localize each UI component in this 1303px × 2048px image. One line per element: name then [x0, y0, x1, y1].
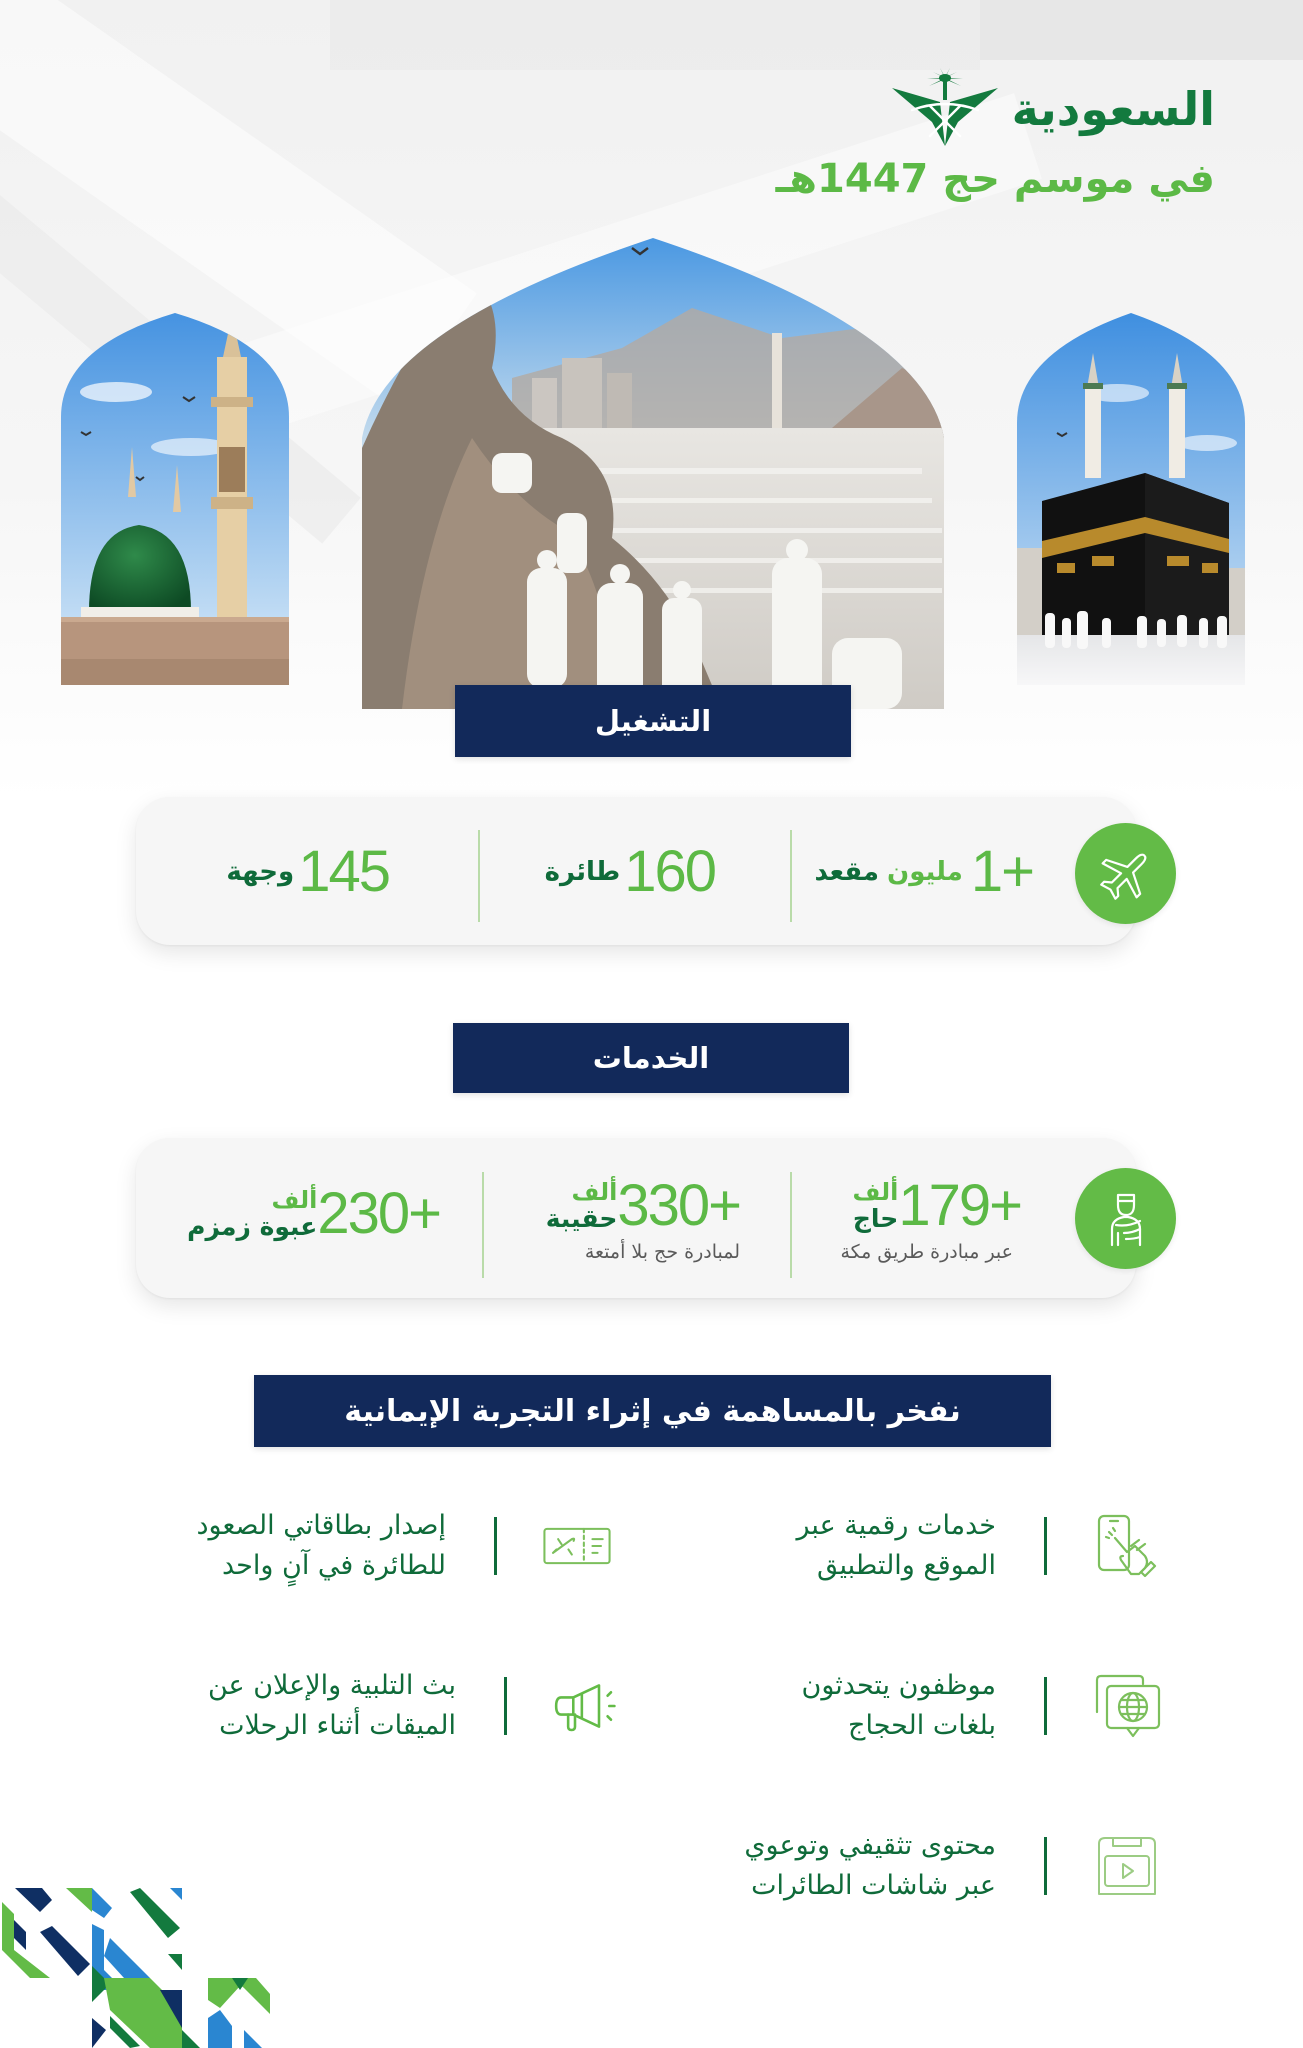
stat-divider [482, 1172, 484, 1278]
video-screen-icon [1091, 1830, 1163, 1902]
section-title-operations: التشغيل [455, 685, 851, 757]
image-prophets-mosque [61, 297, 289, 685]
stat-unit: مليون [887, 856, 963, 887]
stat-unit: وجهة [226, 856, 295, 887]
stat-unit: ألف [571, 1178, 618, 1206]
stat-unit-stack [187, 1188, 317, 1239]
stat-value: 160 [624, 839, 715, 904]
feature-boarding-passes [197, 1506, 614, 1586]
airplane-icon [1094, 842, 1158, 906]
background-facet [330, 0, 980, 70]
stat-seats [815, 838, 1033, 905]
services-icon-badge [1075, 1168, 1176, 1269]
stat-unit: حقيبة [545, 1204, 618, 1233]
stat-bags [538, 1172, 740, 1239]
multilingual-chat-icon [1091, 1670, 1163, 1742]
page-subtitle: في موسم حج 1447هـ [775, 156, 1215, 202]
feature-digital-services [797, 1506, 1163, 1586]
stat-unit: حاج [852, 1204, 899, 1233]
feature-divider [1044, 1837, 1047, 1895]
stat-value: 230+ [317, 1181, 440, 1246]
feature-text [208, 1666, 456, 1746]
feature-inflight-content [744, 1826, 1163, 1906]
feature-line: الموقع والتطبيق [816, 1550, 996, 1581]
stat-value: 1+ [970, 839, 1033, 904]
feature-multilingual-staff [802, 1666, 1163, 1746]
feature-line: إصدار بطاقاتي الصعود [196, 1510, 446, 1541]
feature-line: للطائرة في آنٍ واحد [222, 1550, 446, 1581]
stat-value: 179+ [898, 1173, 1021, 1238]
background-facet [980, 0, 1303, 60]
feature-divider [494, 1517, 497, 1575]
feature-divider [504, 1677, 507, 1735]
feature-line: موظفون يتحدثون [801, 1670, 996, 1701]
mount-arafat-icon [362, 238, 944, 709]
stat-unit-stack [853, 1180, 899, 1231]
feature-text [744, 1826, 996, 1906]
feature-line: الميقات أثناء الرحلات [219, 1710, 456, 1741]
stat-unit: ألف [271, 1186, 318, 1214]
section-title-services: الخدمات [453, 1023, 849, 1093]
logo-wordmark: السعودية [1011, 82, 1215, 136]
feature-divider [1044, 1517, 1047, 1575]
stat-divider [790, 830, 792, 922]
stat-note: لمبادرة حج بلا أمتعة [584, 1241, 740, 1263]
stat-unit-stack [546, 1180, 618, 1231]
operations-icon-badge [1075, 823, 1176, 924]
kaaba-icon [1017, 313, 1245, 685]
feature-text [802, 1666, 996, 1746]
stat-divider [790, 1172, 792, 1278]
section-title-pride: نفخر بالمساهمة في إثراء التجربة الإيمانية [254, 1375, 1051, 1447]
feature-text [197, 1506, 447, 1586]
image-kaaba [1017, 313, 1245, 685]
saudia-logo [890, 64, 1215, 154]
saudia-emblem-icon [890, 64, 1000, 154]
feature-line: خدمات رقمية عبر [796, 1510, 996, 1541]
feature-line: عبر شاشات الطائرات [751, 1870, 996, 1901]
stat-zamzam [179, 1180, 440, 1247]
phone-touch-icon [1091, 1510, 1163, 1582]
feature-line: محتوى تثقيفي وتوعوي [744, 1830, 996, 1861]
stat-value: 145 [298, 839, 389, 904]
stat-note: عبر مبادرة طريق مكة [840, 1241, 1013, 1263]
feature-line: بث التلبية والإعلان عن [207, 1670, 456, 1701]
stat-pilgrims [845, 1172, 1021, 1239]
stat-unit: مقعد [814, 856, 880, 887]
pilgrim-icon [1094, 1187, 1158, 1251]
stat-value: 330+ [617, 1173, 740, 1238]
decorative-pattern [0, 1860, 280, 2048]
stat-unit: طائرة [544, 856, 621, 887]
feature-text [797, 1506, 996, 1586]
boarding-pass-icon [541, 1510, 613, 1582]
prophets-mosque-icon [61, 297, 289, 685]
stat-divider [478, 830, 480, 922]
stat-unit: ألف [852, 1178, 899, 1206]
megaphone-icon [551, 1670, 623, 1742]
feature-line: بلغات الحجاج [848, 1710, 996, 1741]
stat-aircraft [545, 838, 715, 905]
feature-talbiyah-broadcast [208, 1666, 623, 1746]
feature-divider [1044, 1677, 1047, 1735]
stat-destinations [226, 838, 389, 905]
image-mount-arafat [362, 238, 944, 709]
stat-unit: عبوة زمزم [187, 1212, 318, 1241]
